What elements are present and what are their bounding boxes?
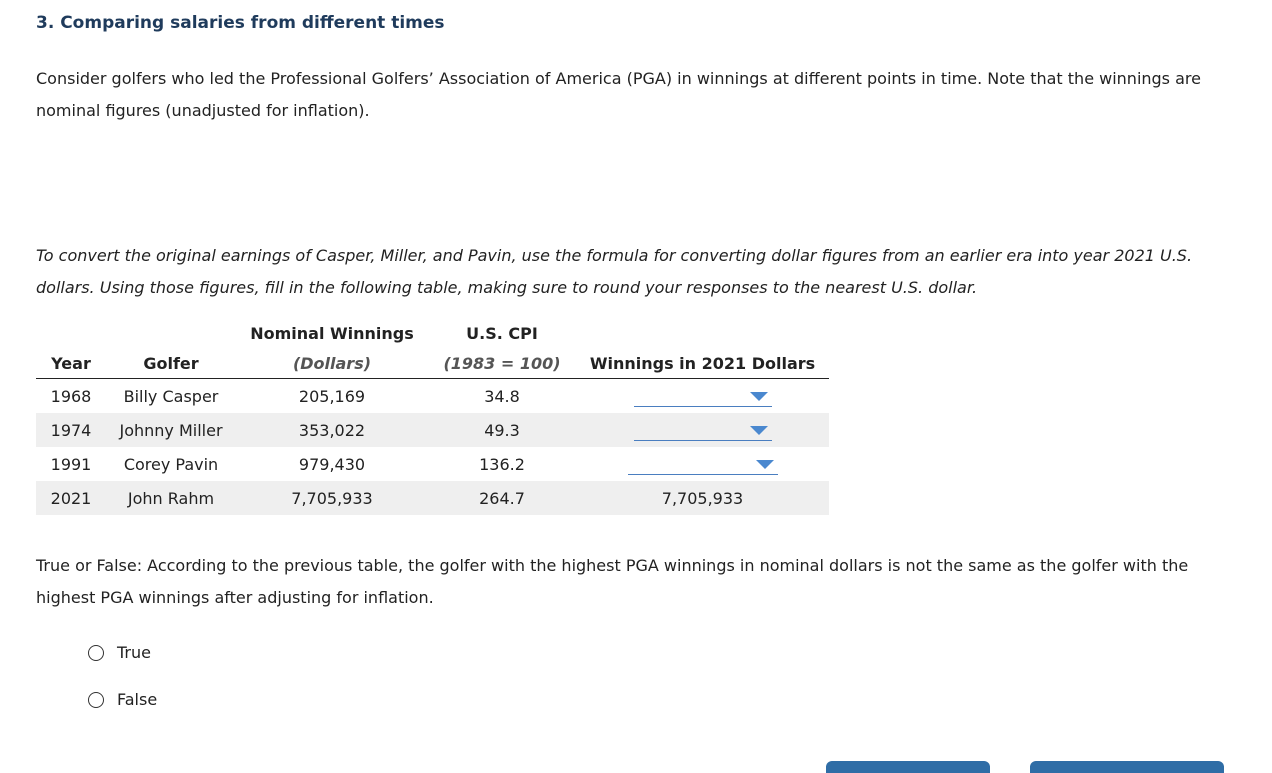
intro-text: Consider golfers who led the Professional Golfers’ Association of America (PGA) in winnings at different points in time. Note that the winnings are nominal figures (unadjusted for inflation).	[36, 69, 1201, 120]
instructions-text: To convert the original earnings of Casper, Miller, and Pavin, use the formula for converting dollar figures from an earlier era into year 2021 U.S. dollars. Using those figures, fill in the following table, making sure to round your responses to the nearest U.S. dollar.	[36, 246, 1193, 297]
golfer-cell: John Rahm	[106, 481, 236, 515]
cpi-cell: 34.8	[484, 386, 520, 406]
nominal-winnings-header: Nominal Winnings	[250, 323, 414, 343]
year-cell: 1974	[36, 413, 106, 447]
nominal-cell: 205,169	[298, 386, 366, 406]
radio-button-true[interactable]	[88, 645, 104, 661]
golfer-cell: Billy Casper	[123, 386, 219, 406]
option-true-label: True	[117, 643, 151, 662]
nominal-cell: 7,705,933	[236, 481, 428, 515]
pga-winnings-table	[36, 318, 829, 515]
footer-button-left[interactable]	[826, 761, 990, 773]
cpi-base-header: (1983 = 100)	[428, 348, 576, 379]
golfer-cell: Johnny Miller	[106, 413, 236, 447]
chevron-down-icon	[750, 426, 768, 435]
table-row	[36, 413, 829, 447]
casper-2021-dropdown[interactable]	[634, 386, 772, 407]
table-row	[36, 379, 829, 414]
winnings-2021-header: Winnings in 2021 Dollars	[576, 348, 829, 379]
year-cell: 1968	[50, 386, 92, 406]
table-row	[36, 447, 829, 481]
cpi-header: U.S. CPI	[466, 323, 538, 343]
footer-button-right[interactable]	[1030, 761, 1224, 773]
option-true[interactable]	[88, 643, 151, 662]
year-cell: 1991	[50, 454, 92, 474]
question-title: 3. Comparing salaries from different times	[36, 13, 445, 33]
option-false-label: False	[117, 690, 158, 709]
year-header: Year	[36, 348, 106, 379]
cpi-cell: 264.7	[428, 481, 576, 515]
chevron-down-icon	[756, 460, 774, 469]
option-false[interactable]	[88, 690, 157, 709]
miller-2021-dropdown[interactable]	[634, 420, 772, 441]
table-row	[36, 481, 829, 515]
nominal-cell: 979,430	[298, 454, 366, 474]
cpi-cell: 49.3	[428, 413, 576, 447]
nominal-cell: 353,022	[236, 413, 428, 447]
winnings-2021-cell: 7,705,933	[576, 481, 829, 515]
radio-button-false[interactable]	[88, 692, 104, 708]
golfer-cell: Corey Pavin	[123, 454, 219, 474]
chevron-down-icon	[750, 392, 768, 401]
true-false-prompt: True or False: According to the previous table, the golfer with the highest PGA winnings in nominal dollars is not the same as the golfer with the highest PGA winnings after adjusting for inflation.	[36, 556, 1189, 607]
pavin-2021-dropdown[interactable]	[628, 454, 778, 475]
cpi-cell: 136.2	[479, 454, 525, 474]
nominal-units-header: (Dollars)	[236, 348, 428, 379]
year-cell: 2021	[36, 481, 106, 515]
golfer-header: Golfer	[106, 348, 236, 379]
